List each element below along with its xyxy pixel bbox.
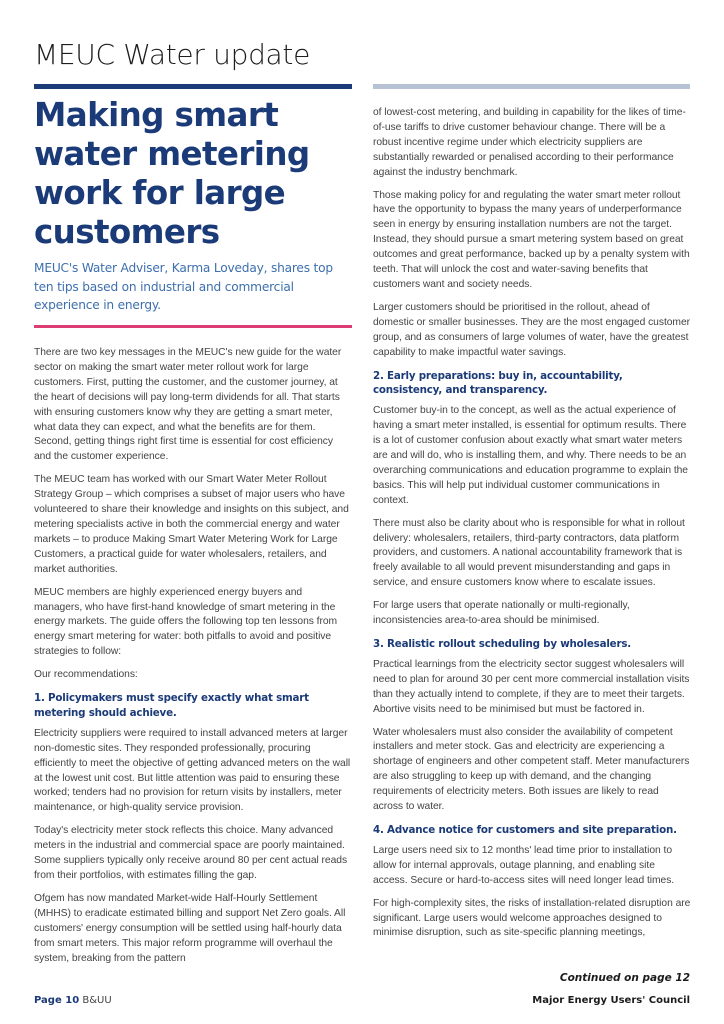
header-rule-left (34, 84, 352, 89)
article-standfirst: MEUC's Water Adviser, Karma Loveday, shares top ten tips based on industrial and commercial experience in energy. (34, 261, 333, 312)
article-headline: Making smart water metering work for large customers (34, 96, 310, 251)
paragraph: MEUC members are highly experienced energy buyers and managers, who have first-hand knowledge of smart metering in the energy markets. The guide offers the following top ten lessons from energy smart metering for water: both pitfalls to avoid and positive strategies to follow: (34, 586, 338, 658)
recommendation-heading-4: 4. Advance notice for customers and site preparation. (373, 823, 677, 836)
recommendation-heading-1: 1. Policymakers must specify exactly what smart metering should achieve. (34, 692, 309, 719)
paragraph: Customer buy-in to the concept, as well as the actual experience of having a smart meter installed, is essential for optimum results. There is a lot of customer confusion about exactly what smart water meters are and will do, who is installing them, and why. There needs to be an overarching communications and education programme to explain the basics. This will help put individual customer communications in context. (373, 405, 688, 506)
footer-page-info (34, 995, 112, 1006)
paragraph: Water wholesalers must also consider the availability of competent installers and meter stock. Gas and electricity are experiencing a shortage of engineers and other competent staff. Meter manufacturers are also struggling to keep up with demand, and the changing requirements of electricity meters. Both issues are likely to read across to water. (373, 726, 690, 813)
standfirst-divider (34, 325, 352, 328)
section-title: MEUC Water update (34, 38, 311, 71)
paragraph: There must also be clarity about who is responsible for what in rollout delivery: wholesalers, retailers, third-party contractors, data platform providers, and customers. A national accountability framework that is freely available to all would prevent misunderstanding and gaps in service, and ensure customers know where to escalate issues. (373, 517, 685, 589)
paragraph: There are two key messages in the MEUC's new guide for the water sector on making the smart water meter rollout work for large customers. First, putting the customer, and the customer journey, at the heart of decisions will pay long-term dividends for all. That starts with ensuring customers know why they are getting a smart meter, what data they can expect, and what the benefits are for them. Second, getting things right first time is essential for cost efficiency and the customer experience. (34, 347, 342, 463)
paragraph: For high-complexity sites, the risks of installation-related disruption are significant. Large users would welcome approaches designed to minimise disruption, such as site-specific planning meetings, (373, 897, 691, 939)
right-column (373, 106, 691, 949)
paragraph: Ofgem has now mandated Market-wide Half-Hourly Settlement (MHHS) to eradicate estimated billing and support Net Zero goals. All customers' energy consumption will be settled using half-hourly data from smart meters. This major reform programme will overhaul the system, breaking from the pattern (34, 892, 346, 964)
paragraph: The MEUC team has worked with our Smart Water Meter Rollout Strategy Group – which comprises a subset of major users who have volunteered to share their knowledge and insights on this subject, and metering specialists active in both the commercial energy and water markets – to produce Making Smart Water Metering Work for Large Customers, a practical guide for water wholesalers, retailers, and market authorities. (34, 474, 349, 575)
paragraph: Practical learnings from the electricity sector suggest wholesalers will need to plan for around 30 per cent more commercial installation visits than they actually intend to complete, if they are to meet their targets. Abortive visits need to be minimised but must be factored in. (373, 658, 690, 715)
paragraph: Large users need six to 12 months' lead time prior to installation to allow for internal approvals, outage planning, and enabling site access. Secure or hard-to-access sites will need longer lead times. (373, 844, 675, 886)
recommendation-heading-2: 2. Early preparations: buy in, accountability, consistency, and transparency. (373, 369, 623, 397)
recommendation-heading-3: 3. Realistic rollout scheduling by wholesalers. (373, 638, 631, 650)
paragraph: Today's electricity meter stock reflects this choice. Many advanced meters in the industrial and commercial space are poorly maintained. Some suppliers typically only receive around 80 per cent actual reads from their portfolios, with estimates filling the gap. (34, 825, 348, 881)
header-rule-right (373, 84, 690, 89)
publication-name: B&UU (82, 995, 112, 1006)
paragraph: For large users that operate nationally or multi-regionally, inconsistencies area-to-area should be minimised. (373, 600, 630, 627)
paragraph: Those making policy for and regulating the water smart meter rollout have the opportunity to bypass the many years of underperformance seen in energy by ensuring installation numbers are not the target. Instead, they should pursue a smart metering system based on great outcomes and great performance, backed up by a penalty system with teeth. That will unlock the cost and water-saving benefits that customers want and society needs. (373, 189, 690, 290)
paragraph: Electricity suppliers were required to install advanced meters at larger non-domestic sites. They responded professionally, procuring efficiently to meet the objective of getting advanced meters on the wall at the lowest unit cost. But little attention was paid to ensuring these worked; tenders had no provision for return visits by installers, meter maintenance, or high-quality service provision. (34, 727, 351, 814)
page-number: Page 10 (34, 995, 80, 1006)
left-column (34, 346, 352, 974)
paragraph: Our recommendations: (34, 669, 138, 681)
continued-link[interactable]: Continued on page 12 (559, 972, 690, 984)
paragraph: Larger customers should be prioritised in the rollout, ahead of domestic or smaller businesses. They are the most engaged customer group, and as consumers of large volumes of water, have the greatest capability to make impactful water savings. (373, 301, 691, 358)
footer-organisation: Major Energy Users' Council (532, 995, 690, 1006)
paragraph: of lowest-cost metering, and building in capability for the likes of time-of-use tariffs to drive customer behaviour change. There will be a robust incentive regime under which electricity suppliers are substantially rewarded or penalised according to their performance against the industry benchmark. (373, 107, 686, 178)
